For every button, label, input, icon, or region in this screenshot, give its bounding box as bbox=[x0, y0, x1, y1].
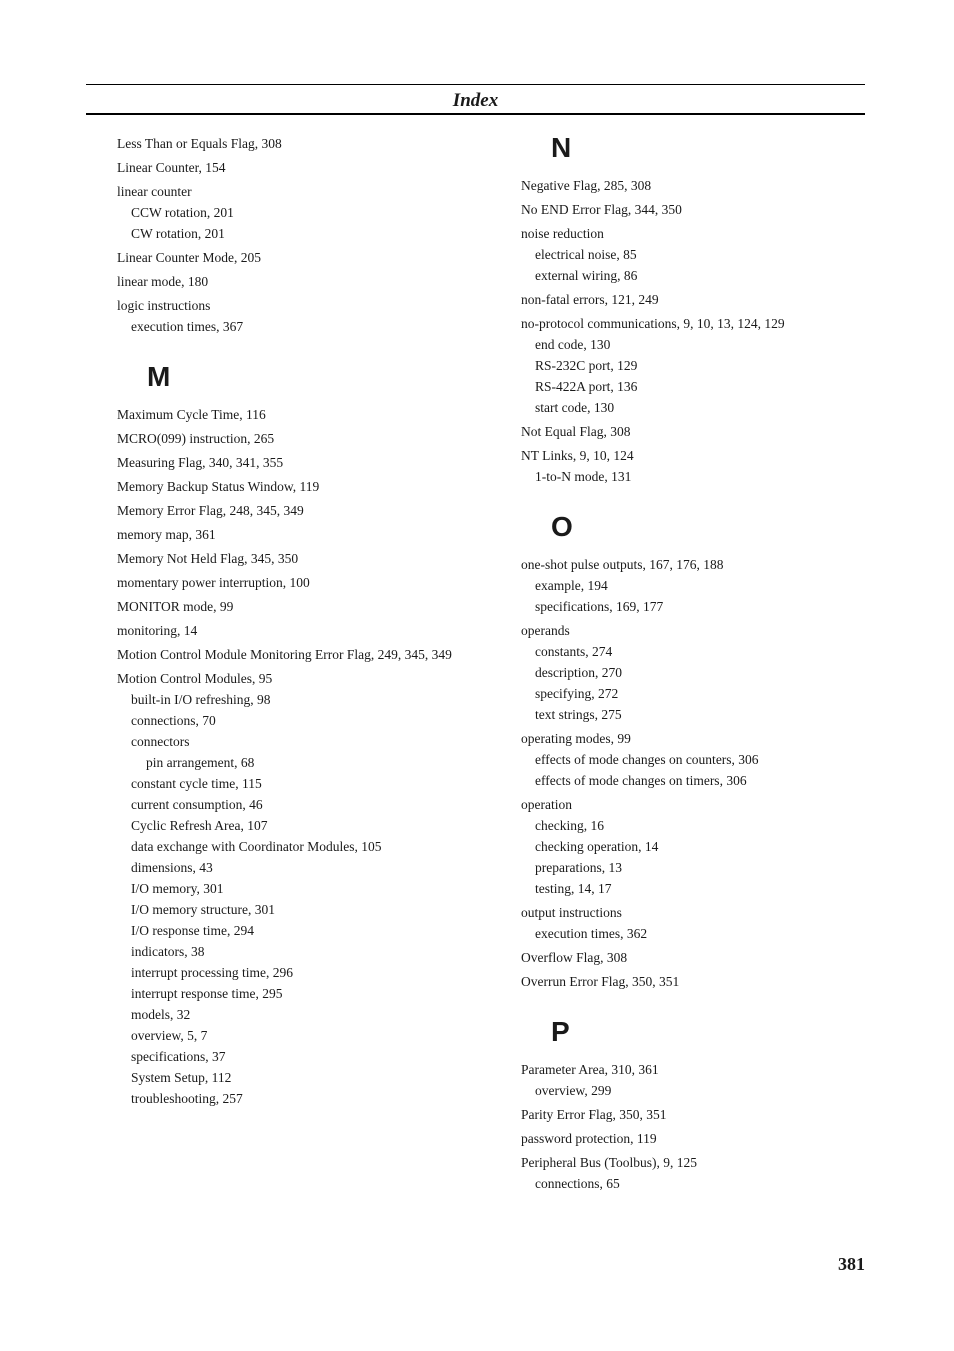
index-entry-term: Memory Not Held Flag, 345, 350 bbox=[117, 551, 299, 566]
index-section-letter: P bbox=[551, 1016, 570, 1047]
index-column-left bbox=[117, 136, 467, 1115]
index-entry bbox=[521, 1155, 821, 1192]
index-subentry: checking operation, 14 bbox=[535, 839, 659, 854]
index-entry bbox=[521, 557, 821, 615]
index-entry-term: Parameter Area, 310, 361 bbox=[521, 1062, 659, 1077]
index-subentry: preparations, 13 bbox=[535, 860, 622, 875]
header-rule-top bbox=[86, 84, 865, 85]
index-subentry: description, 270 bbox=[535, 665, 622, 680]
index-entry bbox=[521, 178, 821, 194]
index-subentry: overview, 299 bbox=[535, 1083, 612, 1098]
index-entry bbox=[117, 551, 467, 567]
index-subentry: electrical noise, 85 bbox=[535, 247, 637, 262]
index-subentry: dimensions, 43 bbox=[131, 860, 213, 875]
index-entry bbox=[521, 448, 821, 485]
index-entry-term: non-fatal errors, 121, 249 bbox=[521, 292, 659, 307]
index-entry bbox=[117, 623, 467, 639]
index-entry-term: NT Links, 9, 10, 124 bbox=[521, 448, 634, 463]
index-subentry: CCW rotation, 201 bbox=[131, 205, 234, 220]
index-entry bbox=[521, 731, 821, 789]
index-subentry: Cyclic Refresh Area, 107 bbox=[131, 818, 268, 833]
index-section-letter: M bbox=[147, 361, 171, 392]
index-subentry: current consumption, 46 bbox=[131, 797, 263, 812]
index-entry-term: linear mode, 180 bbox=[117, 274, 209, 289]
index-subentry: constants, 274 bbox=[535, 644, 613, 659]
index-entry bbox=[117, 407, 467, 423]
index-entry bbox=[521, 316, 821, 416]
index-entry-term: no-protocol communications, 9, 10, 13, 124, 129 bbox=[521, 316, 785, 331]
index-entry-term: Memory Error Flag, 248, 345, 349 bbox=[117, 503, 304, 518]
index-entry bbox=[117, 671, 467, 1107]
index-entry bbox=[521, 292, 821, 308]
index-entry bbox=[521, 1131, 821, 1147]
index-subentry: troubleshooting, 257 bbox=[131, 1091, 243, 1106]
index-sub-subentry: pin arrangement, 68 bbox=[146, 755, 255, 770]
index-subentry: RS-422A port, 136 bbox=[535, 379, 638, 394]
index-subentry: models, 32 bbox=[131, 1007, 191, 1022]
index-entry-term: Motion Control Modules, 95 bbox=[117, 671, 273, 686]
index-entry bbox=[117, 298, 467, 335]
index-entry bbox=[117, 250, 467, 266]
index-entry bbox=[117, 136, 467, 152]
index-entry-term: Overflow Flag, 308 bbox=[521, 950, 628, 965]
index-subentry: data exchange with Coordinator Modules, 105 bbox=[131, 839, 382, 854]
index-entry bbox=[521, 623, 821, 723]
index-entry-term: Negative Flag, 285, 308 bbox=[521, 178, 652, 193]
index-entry-term: one-shot pulse outputs, 167, 176, 188 bbox=[521, 557, 724, 572]
index-entry bbox=[117, 184, 467, 242]
index-entry-term: memory map, 361 bbox=[117, 527, 216, 542]
index-subentry: RS-232C port, 129 bbox=[535, 358, 638, 373]
index-entry bbox=[521, 1107, 821, 1123]
index-subentry: checking, 16 bbox=[535, 818, 604, 833]
index-subentry: external wiring, 86 bbox=[535, 268, 638, 283]
index-entry bbox=[117, 527, 467, 543]
index-entry bbox=[521, 905, 821, 942]
index-subentry: connections, 70 bbox=[131, 713, 216, 728]
index-subentry: specifying, 272 bbox=[535, 686, 619, 701]
index-subentry: 1-to-N mode, 131 bbox=[535, 469, 632, 484]
index-entry-term: Peripheral Bus (Toolbus), 9, 125 bbox=[521, 1155, 698, 1170]
index-entry bbox=[117, 160, 467, 176]
index-subentry: execution times, 367 bbox=[131, 319, 244, 334]
index-entry-term: Not Equal Flag, 308 bbox=[521, 424, 631, 439]
index-entry-term: Linear Counter Mode, 205 bbox=[117, 250, 261, 265]
index-entry-term: linear counter bbox=[117, 184, 192, 199]
index-entry-term: output instructions bbox=[521, 905, 622, 920]
index-entry bbox=[521, 424, 821, 440]
index-entry bbox=[117, 647, 467, 663]
index-subentry: testing, 14, 17 bbox=[535, 881, 612, 896]
index-entry bbox=[117, 503, 467, 519]
index-section-letter: N bbox=[551, 132, 572, 163]
index-entry bbox=[521, 974, 821, 990]
index-entry bbox=[521, 797, 821, 897]
index-entry bbox=[117, 575, 467, 591]
index-entry-term: Parity Error Flag, 350, 351 bbox=[521, 1107, 667, 1122]
index-subentry: built-in I/O refreshing, 98 bbox=[131, 692, 271, 707]
index-section-letter: O bbox=[551, 511, 573, 542]
index-entry-term: Memory Backup Status Window, 119 bbox=[117, 479, 320, 494]
index-subentry: connections, 65 bbox=[535, 1176, 620, 1191]
index-subentry: System Setup, 112 bbox=[131, 1070, 232, 1085]
index-subentry: effects of mode changes on timers, 306 bbox=[535, 773, 747, 788]
index-subentry: effects of mode changes on counters, 306 bbox=[535, 752, 759, 767]
index-entry bbox=[117, 455, 467, 471]
index-subentry: text strings, 275 bbox=[535, 707, 622, 722]
index-entry-term: MCRO(099) instruction, 265 bbox=[117, 431, 275, 446]
index-entry bbox=[117, 599, 467, 615]
index-subentry: connectors bbox=[131, 734, 190, 749]
index-entry-term: password protection, 119 bbox=[521, 1131, 657, 1146]
index-entry-term: operands bbox=[521, 623, 570, 638]
index-entry-term: noise reduction bbox=[521, 226, 604, 241]
index-entry-term: Maximum Cycle Time, 116 bbox=[117, 407, 266, 422]
index-subentry: execution times, 362 bbox=[535, 926, 648, 941]
index-entry-term: logic instructions bbox=[117, 298, 211, 313]
index-entry-term: Motion Control Module Monitoring Error Flag, 249, 345, 349 bbox=[117, 647, 452, 662]
index-subentry: interrupt processing time, 296 bbox=[131, 965, 293, 980]
index-entry bbox=[521, 226, 821, 284]
index-entry-term: operation bbox=[521, 797, 572, 812]
index-subentry: CW rotation, 201 bbox=[131, 226, 225, 241]
index-subentry: specifications, 169, 177 bbox=[535, 599, 664, 614]
index-subentry: constant cycle time, 115 bbox=[131, 776, 262, 791]
index-entry-term: No END Error Flag, 344, 350 bbox=[521, 202, 682, 217]
index-entry-term: Measuring Flag, 340, 341, 355 bbox=[117, 455, 284, 470]
index-entry bbox=[521, 1062, 821, 1099]
index-subentry: indicators, 38 bbox=[131, 944, 205, 959]
index-subentry: specifications, 37 bbox=[131, 1049, 226, 1064]
index-subentry: I/O response time, 294 bbox=[131, 923, 254, 938]
index-subentry: overview, 5, 7 bbox=[131, 1028, 208, 1043]
index-entry-term: operating modes, 99 bbox=[521, 731, 631, 746]
index-subentry: interrupt response time, 295 bbox=[131, 986, 283, 1001]
page-number: 381 bbox=[838, 1254, 865, 1274]
index-entry bbox=[521, 950, 821, 966]
index-column-right bbox=[521, 132, 821, 1200]
index-subentry: I/O memory structure, 301 bbox=[131, 902, 275, 917]
index-entry-term: monitoring, 14 bbox=[117, 623, 198, 638]
index-subentry: example, 194 bbox=[535, 578, 608, 593]
index-entry bbox=[117, 479, 467, 495]
index-entry-term: Linear Counter, 154 bbox=[117, 160, 226, 175]
index-entry bbox=[521, 202, 821, 218]
index-subentry: end code, 130 bbox=[535, 337, 611, 352]
index-entry bbox=[117, 431, 467, 447]
running-header-title: Index bbox=[452, 90, 499, 111]
header-rule-bottom bbox=[86, 113, 865, 115]
index-subentry: I/O memory, 301 bbox=[131, 881, 224, 896]
index-entry bbox=[117, 274, 467, 290]
index-subentry: start code, 130 bbox=[535, 400, 615, 415]
index-entry-term: Less Than or Equals Flag, 308 bbox=[117, 136, 282, 151]
index-entry-term: MONITOR mode, 99 bbox=[117, 599, 234, 614]
index-entry-term: momentary power interruption, 100 bbox=[117, 575, 310, 590]
index-entry-term: Overrun Error Flag, 350, 351 bbox=[521, 974, 680, 989]
